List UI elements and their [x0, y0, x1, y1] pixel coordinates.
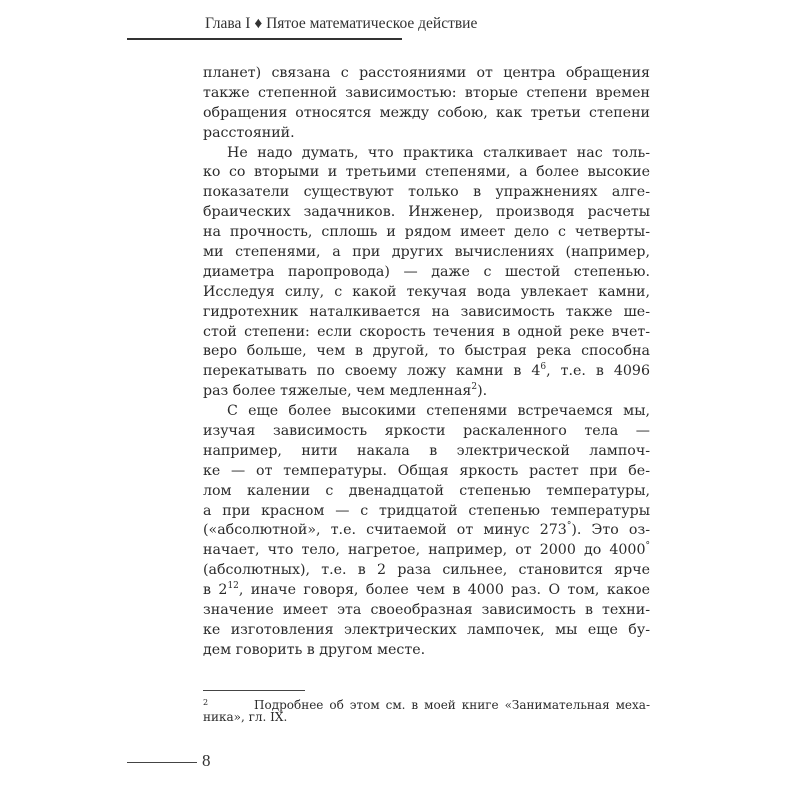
text-line: также степенной зависимостью: вторые степени времен — [203, 84, 650, 101]
text-line: браических задачников. Инженер, производя расчеты — [203, 204, 650, 221]
footnote-line — [203, 695, 650, 710]
footnote-rule — [203, 690, 305, 691]
text-line — [203, 581, 650, 601]
text-segment: , т.е. в 4096 — [546, 363, 650, 380]
footnote — [203, 695, 650, 725]
text-line: ми степенями, а при других вычислениях (например, — [203, 244, 650, 261]
text-line: показатели существуют только в упражнениях алге- — [203, 184, 650, 201]
text-line: на прочность, сплошь и рядом имеет дело с четверты- — [203, 224, 650, 241]
superscript: ° — [645, 541, 650, 552]
text-line: Исследуя силу, с какой текучая вода увлекает камни, — [203, 283, 650, 300]
text-line — [203, 382, 650, 402]
text-line: например, нити накала в электрической лампоч- — [203, 442, 650, 459]
text-line — [203, 541, 650, 561]
text-line: диаметра паропровода) — даже с шестой степенью. — [203, 263, 650, 280]
superscript: 6 — [540, 362, 547, 373]
text-line: веро больше, чем в другой, то быстрая река способна — [203, 343, 650, 360]
text-segment: ). — [477, 383, 488, 400]
text-line: а при красном — с тридцатой степенью температуры — [203, 502, 650, 519]
text-line: лом калении с двенадцатой степенью температуры, — [203, 482, 650, 499]
running-header: Глава I ♦ Пятое математическое действие — [205, 15, 478, 32]
text-line: ке изготовления электрических лампочек, мы еще бу- — [203, 621, 650, 638]
body-text — [203, 64, 650, 661]
text-line: стой степени: если скорость течения в одной реке вчет- — [203, 323, 650, 340]
text-segment: раз более тяжелые, чем медленная — [203, 383, 472, 400]
text-segment: в 2 — [203, 582, 228, 599]
footnote-line: ника», гл. IX. — [203, 710, 288, 724]
text-line: значение имеет эта своеобразная зависимость в техни- — [203, 602, 650, 619]
text-segment: («абсолютной», т.е. считаемой от минус 273 — [203, 522, 567, 539]
text-line: дем говорить в другом месте. — [203, 641, 426, 658]
text-line: гидротехник наталкивается на зависимость также ше- — [203, 303, 650, 320]
text-line: (абсолютных), т.е. в 2 раза сильнее, становится ярче — [203, 562, 650, 579]
text-line: ке — от температуры. Общая яркость растет при бе- — [203, 462, 650, 479]
text-line: Не надо думать, что практика сталкивает нас толь- — [227, 144, 650, 161]
text-segment: перекатывать по своему ложу камни в 4 — [203, 363, 541, 380]
text-segment: , иначе говоря, более чем в 4000 раз. О том, какое — [238, 582, 650, 599]
text-line: расстояний. — [203, 124, 295, 141]
text-line: изучая зависимость яркости раскаленного тела — — [203, 423, 650, 440]
superscript: ° — [566, 521, 572, 532]
text-line: планет) связана с расстояниями от центра обращения — [203, 65, 650, 81]
page-number: 8 — [202, 751, 211, 770]
text-segment: ). Это оз- — [571, 522, 650, 539]
text-line — [203, 362, 650, 382]
page-number-rule — [127, 762, 197, 763]
text-line: ко со вторыми и третьими степенями, а более высокие — [203, 164, 650, 181]
header-rule — [127, 38, 402, 40]
text-segment: Подробнее об этом см. в моей книге «Занимательная меха- — [254, 698, 650, 712]
text-line: обращения относятся между собою, как третьи степени — [203, 104, 650, 121]
text-line: С еще более высокими степенями встречаемся мы, — [227, 403, 650, 420]
superscript: 12 — [227, 581, 239, 592]
text-segment: начает, что тело, нагретое, например, от 2000 до 4000 — [203, 542, 646, 559]
text-line — [203, 521, 650, 541]
footnote-ref[interactable]: 2 — [471, 382, 478, 393]
footnote-mark: 2 — [203, 698, 209, 707]
